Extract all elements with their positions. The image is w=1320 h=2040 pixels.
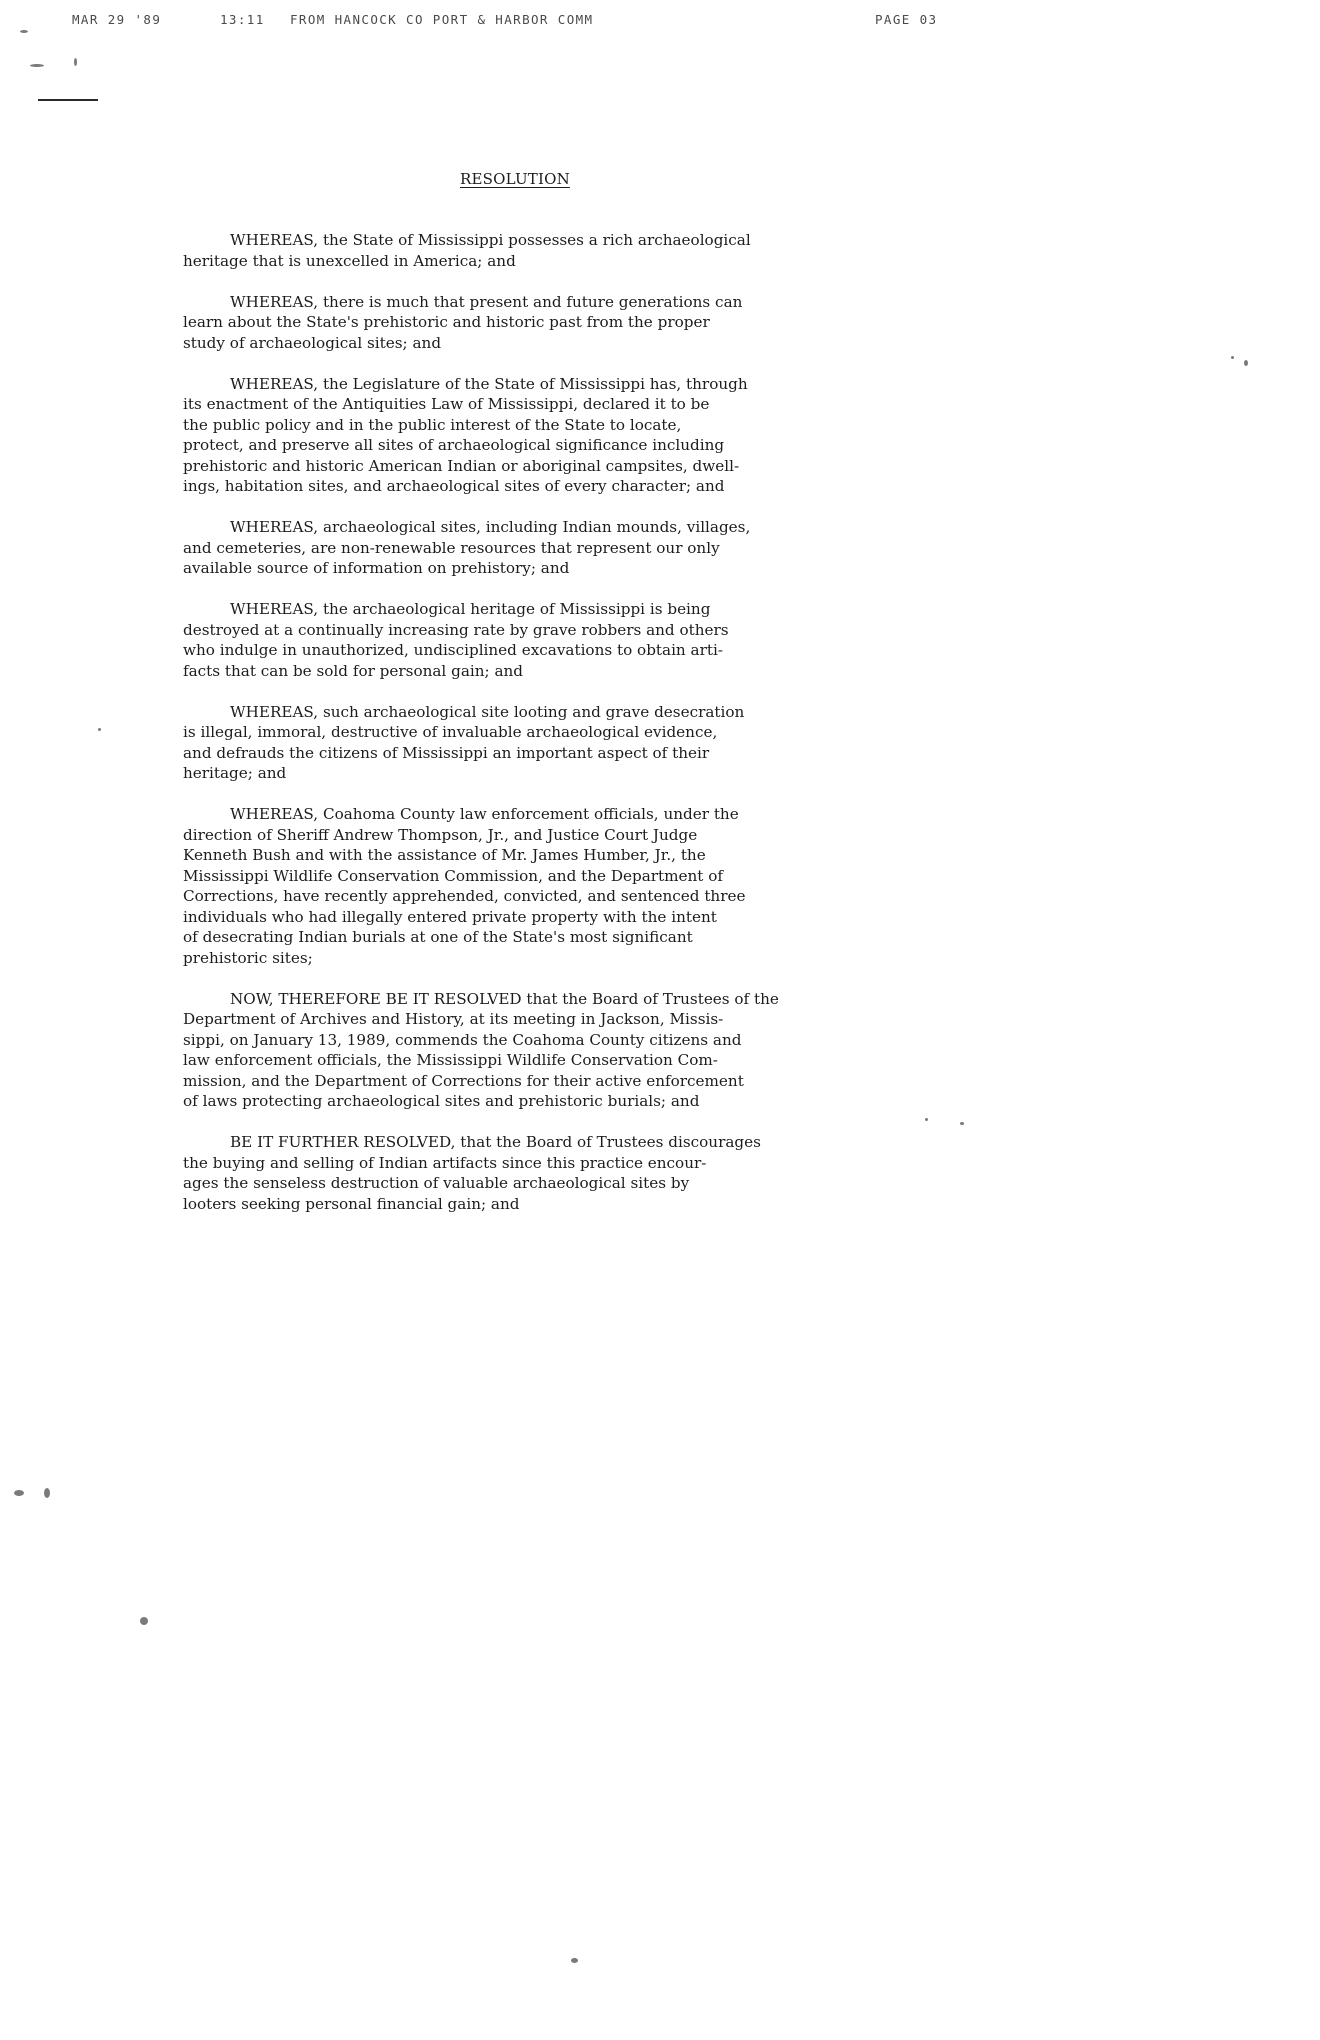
scan-speck xyxy=(74,58,77,66)
paragraph-legislature: WHEREAS, the Legislature of the State of Mississippi has, through its enactment of the Antiquities Law of Mississippi, declared it to be the public policy and in the public interest of the State to locate, protect, and preserve all sites of archaeological significance including prehistoric and historic American Indian or aboriginal campsites, dwell- ings, habitation sites, and archaeological sites of every character; and xyxy=(183,374,748,495)
paragraph-further-resolved: BE IT FURTHER RESOLVED, that the Board of Trustees discourages the buying and selling of Indian artifacts since this practice encour- ages the senseless destruction of valuable archaeological sites by looters seeking personal financial gain; and xyxy=(183,1133,761,1213)
scan-speck xyxy=(98,728,101,731)
top-rule-divider xyxy=(38,99,98,101)
scan-speck xyxy=(960,1122,964,1125)
paragraph-sites: WHEREAS, archaeological sites, including Indian mounds, villages, and cemeteries, are non-renewable resources that represent our only available source of information on prehistory; and xyxy=(183,518,751,577)
scan-speck xyxy=(14,1490,24,1496)
fax-page-number: PAGE 03 xyxy=(875,12,938,27)
resolution-body xyxy=(183,230,903,1235)
paragraph-destruction: WHEREAS, the archaeological heritage of Mississippi is being destroyed at a continually increasing rate by grave robbers and others who indulge in unauthorized, undisciplined excavations to obtain arti- facts that can be sold for personal gain; and xyxy=(183,600,729,680)
fax-time: 13:11 xyxy=(220,12,265,27)
paragraph-study: WHEREAS, there is much that present and future generations can learn about the State's prehistoric and historic past from the proper study of archaeological sites; and xyxy=(183,292,743,352)
scan-speck xyxy=(571,1958,578,1963)
scan-speck xyxy=(20,30,28,33)
scan-speck xyxy=(44,1488,50,1498)
fax-header xyxy=(72,12,1072,32)
paragraph-resolved: NOW, THEREFORE BE IT RESOLVED that the Board of Trustees of the Department of Archives and History, at its meeting in Jackson, Missis- sippi, on January 13, 1989, commends the Coahoma County citizens and law enforcement officials, the Mississippi Wildlife Conservation Com- mission, and the Department of Corrections for their active enforcement of laws protecting archaeological sites and prehistoric burials; and xyxy=(183,989,779,1110)
scan-speck xyxy=(1244,360,1248,366)
scan-speck xyxy=(140,1617,148,1625)
document-title: RESOLUTION xyxy=(460,170,570,188)
paragraph-heritage: WHEREAS, the State of Mississippi possesses a rich archaeological heritage that is unexcelled in America; and xyxy=(183,231,751,270)
fax-sender: FROM HANCOCK CO PORT & HARBOR COMM xyxy=(290,12,594,27)
fax-date: MAR 29 '89 xyxy=(72,12,162,27)
paragraph-looting: WHEREAS, such archaeological site looting and grave desecration is illegal, immoral, destructive of invaluable archaeological evidence, and defrauds the citizens of Mississippi an important aspect of their heritage; and xyxy=(183,702,745,782)
scan-speck xyxy=(30,64,44,67)
scan-speck xyxy=(925,1118,928,1121)
paragraph-coahoma: WHEREAS, Coahoma County law enforcement officials, under the direction of Sheriff Andrew Thompson, Jr., and Justice Court Judge Kenneth Bush and with the assistance of Mr. James Humber, Jr., the Mississippi Wildlife Conservation Commission, and the Department of Corrections, have recently apprehended, convicted, and sentenced three individuals who had illegally entered private property with the intent of desecrating Indian burials at one of the State's most significant prehistoric sites; xyxy=(183,805,746,967)
scan-speck xyxy=(1231,356,1234,359)
